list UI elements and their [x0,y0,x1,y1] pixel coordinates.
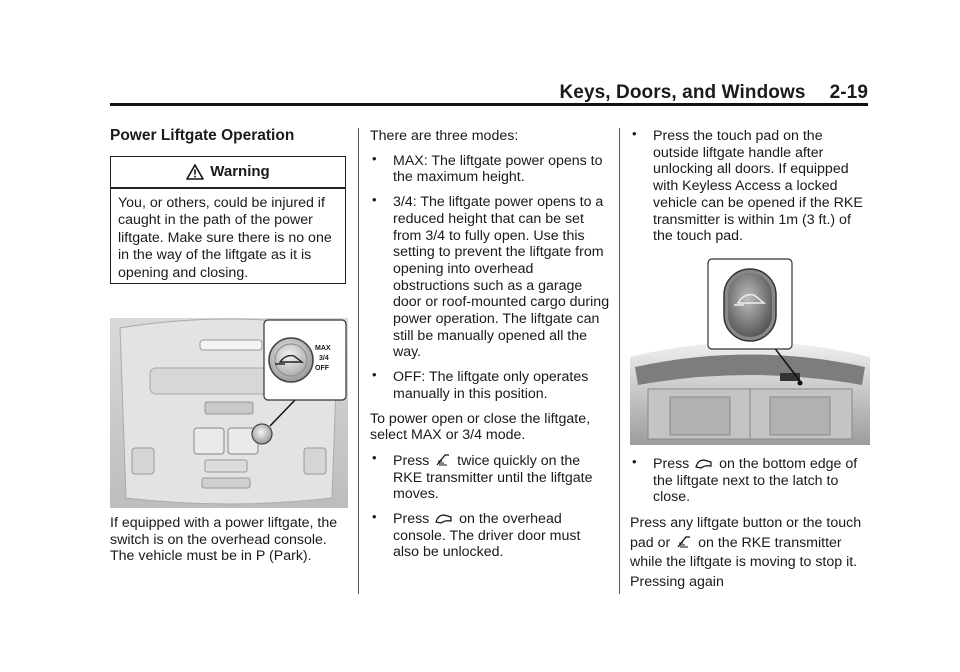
console-press-rest: on the overhead console. The driver door must also be unlocked. [393,511,581,561]
warning-label: Warning [210,163,270,180]
liftgate-rke-icon [435,452,451,468]
header-rule [110,103,868,106]
bottom-edge-press-item [630,456,870,506]
mode-off: • OFF: The liftgate only operates manually in this position. [370,369,610,402]
mode-three-quarter: • 3/4: The liftgate power opens to a reduced height that can be set from 3/4 to fully open. Use this setting to prevent the liftgate from opening into overhead obstructions such as a garage door or roof-mounted cargo during power operation. The liftgate can still be manually opened all the way. [370,194,610,361]
bottom-edge-press-rest: on the bottom edge of the liftgate next to the latch to close. [653,456,858,506]
column-divider-2 [619,128,620,594]
stop-text-rest: on the RKE transmitter while the liftgate is moving to stop it. Pressing again [630,534,858,590]
bottom-edge-press-label: Press [653,456,690,472]
column-3-bottom-text [630,456,870,592]
rke-press-item [370,452,610,503]
rke-press-label: Press [393,452,430,469]
mode-max: • MAX: The liftgate power opens to the maximum height. [370,153,610,186]
column-3-top-text [630,128,870,245]
liftgate-console-icon [435,512,453,526]
console-press-item [370,511,610,561]
column-2-text [370,128,610,561]
touch-pad-item: • Press the touch pad on the outside liftgate handle after unlocking all doors. If equipped with Keyless Access a locked vehicle can be opened if the RKE transmitter is within 1m (3 ft.) of the touch pad. [630,128,870,245]
stop-text-start: Press any liftgate button or the touch pad or [630,515,862,551]
rke-press-rest: twice quickly on the RKE transmitter until the liftgate moves. [393,452,593,503]
modes-intro: There are three modes: [370,128,519,144]
console-paragraph: If equipped with a power liftgate, the switch is on the overhead console. The vehicle must be in P (Park). [110,515,338,565]
warning-box [110,156,346,284]
warning-rule [111,187,345,189]
stop-liftgate-text [630,514,870,592]
header-section-title: Keys, Doors, and Windows [559,82,806,103]
console-press-label: Press [393,511,430,528]
column-1-text [110,515,350,565]
warning-header [111,163,345,180]
section-title: Power Liftgate Operation [110,127,295,144]
column-divider-1 [358,128,359,594]
overhead-console-photo [110,318,348,508]
figure-label-off: OFF [315,365,329,372]
figure-label-max: MAX [315,345,331,352]
warning-triangle-icon [186,164,204,180]
warning-text: You, or others, could be injured if caught in the path of the power liftgate. Make sure there is no one in the way of the liftgate as it is opening and closing. [118,195,332,281]
liftgate-close-icon [695,457,713,471]
select-mode-text: To power open or close the liftgate, select MAX or 3/4 mode. [370,410,591,444]
running-header [559,82,868,104]
liftgate-rke-stop-icon [676,534,692,550]
liftgate-touch-pad-photo [630,257,870,445]
figure-label-three-quarter: 3/4 [319,355,329,362]
page-number: 2-19 [829,82,868,103]
